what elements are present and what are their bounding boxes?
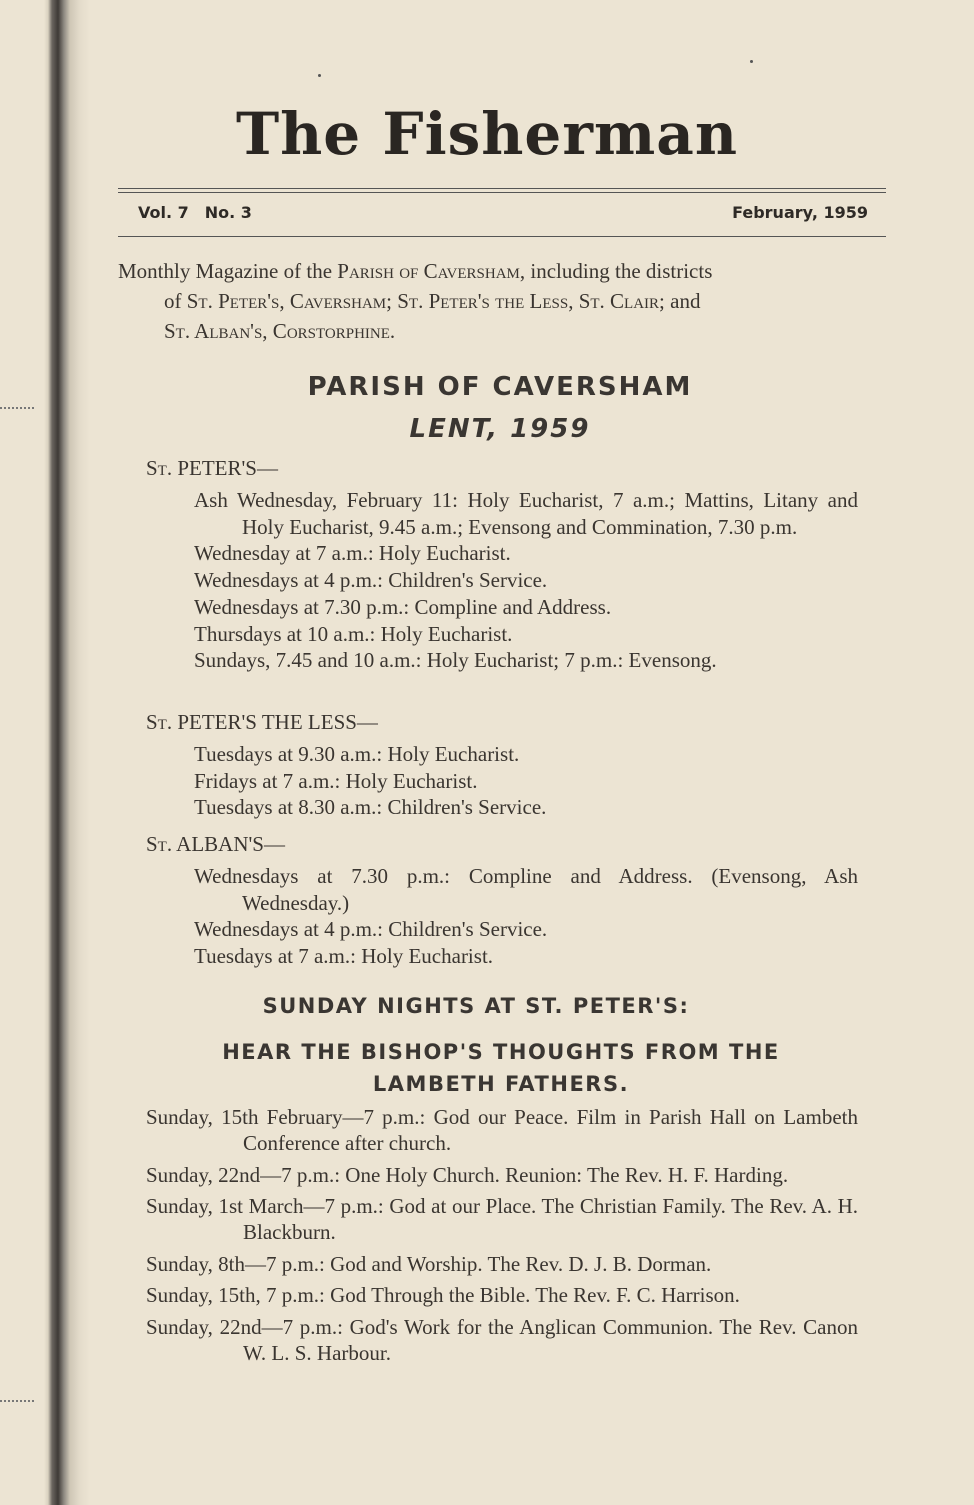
- service-entry: Wednesdays at 4 p.m.: Children's Service.: [194, 568, 548, 593]
- service-entry: Tuesdays at 9.30 a.m.: Holy Eucharist.: [194, 742, 520, 766]
- church-prefix: St.: [146, 832, 173, 856]
- intro-district: St. Alban's, Corstorphine.: [164, 319, 396, 343]
- sunday-entry: Sunday, 15th, 7 p.m.: God Through the Bible. The Rev. F. C. Harrison.: [146, 1283, 740, 1307]
- sunday-entry: Sunday, 22nd—7 p.m.: One Holy Church. Reunion: The Rev. H. F. Harding.: [146, 1162, 789, 1187]
- church-prefix: St.: [146, 710, 173, 734]
- sunday-nights-title: SUNDAY NIGHTS AT ST. PETER'S:: [262, 994, 690, 1018]
- intro-text: and: [664, 289, 701, 313]
- service-entry: Tuesdays at 8.30 a.m.: Children's Service.: [194, 795, 547, 820]
- service-entry: Ash Wednesday, February 11: Holy Eucharist, 7 a.m.; Mattins, Litany and Holy Eucharist, 9.45 a.m.; Evensong and Commination, 7.30 p.m.: [194, 488, 858, 539]
- section-title: PARISH OF CAVERSHAM: [307, 372, 693, 402]
- masthead-title: The Fisherman: [235, 100, 739, 168]
- masthead-bottom-rule: [118, 236, 886, 237]
- issue-date: February, 1959: [732, 203, 868, 222]
- sunday-entry: Sunday, 22nd—7 p.m.: God's Work for the Anglican Communion. The Rev. Canon W. L. S. Harbour.: [146, 1314, 858, 1365]
- sunday-entry: Sunday, 15th February—7 p.m.: God our Peace. Film in Parish Hall on Lambeth Conference after church.: [146, 1105, 858, 1155]
- service-list: [194, 741, 858, 821]
- church-heading: [146, 456, 278, 481]
- intro-text: of: [164, 289, 187, 313]
- church-name: PETER'S—: [172, 456, 278, 480]
- service-entry: Wednesdays at 7.30 p.m.: Compline and Address. (Evensong, Ash Wednesday.): [194, 864, 858, 915]
- intro-district: St. Peter's, Caversham;: [186, 289, 392, 313]
- sunday-nights-subtitle: HEAR THE BISHOP'S THOUGHTS FROM THE LAMBETH FATHERS.: [222, 1040, 780, 1096]
- intro-line-2: [118, 286, 888, 316]
- intro-text: , including the districts: [519, 259, 713, 283]
- service-list: [194, 487, 858, 674]
- print-speck: [318, 74, 321, 77]
- intro-district: St. Peter's the Less, St. Clair;: [391, 289, 665, 313]
- issue-line: [138, 203, 868, 227]
- service-entry: Thursdays at 10 a.m.: Holy Eucharist.: [194, 621, 513, 646]
- service-entry: Tuesdays at 7 a.m.: Holy Eucharist.: [194, 944, 494, 969]
- service-entry: Wednesday at 7 a.m.: Holy Eucharist.: [194, 541, 511, 566]
- service-entry: Fridays at 7 a.m.: Holy Eucharist.: [194, 768, 478, 793]
- section-subtitle: LENT, 1959: [409, 414, 591, 444]
- intro-text: Monthly Magazine of the: [118, 259, 338, 283]
- sunday-nights-list: [146, 1104, 858, 1371]
- church-prefix: St.: [146, 456, 173, 480]
- service-entry: Wednesdays at 7.30 p.m.: Compline and Address.: [194, 594, 612, 619]
- print-speck: [750, 60, 753, 63]
- intro-paragraph: [118, 256, 888, 346]
- service-list: [194, 863, 858, 970]
- sunday-entry: Sunday, 1st March—7 p.m.: God at our Place. The Christian Family. The Rev. A. H. Blackburn.: [146, 1194, 858, 1244]
- church-heading: [146, 710, 378, 735]
- church-name: ALBAN'S—: [172, 832, 285, 856]
- sunday-entry: Sunday, 8th—7 p.m.: God and Worship. The Rev. D. J. B. Dorman.: [146, 1251, 712, 1276]
- church-heading: [146, 832, 285, 857]
- church-name: PETER'S THE LESS—: [172, 710, 378, 734]
- service-entry: Wednesdays at 4 p.m.: Children's Service.: [194, 917, 548, 942]
- masthead-top-rule: [118, 188, 886, 193]
- issue-volume: Vol. 7: [138, 203, 189, 222]
- issue-number: No. 3: [204, 203, 252, 222]
- intro-parish: Parish of Caversham: [337, 259, 520, 283]
- service-entry: Sundays, 7.45 and 10 a.m.: Holy Eucharist; 7 p.m.: Evensong.: [194, 648, 717, 673]
- issue-volume-number: [138, 203, 252, 222]
